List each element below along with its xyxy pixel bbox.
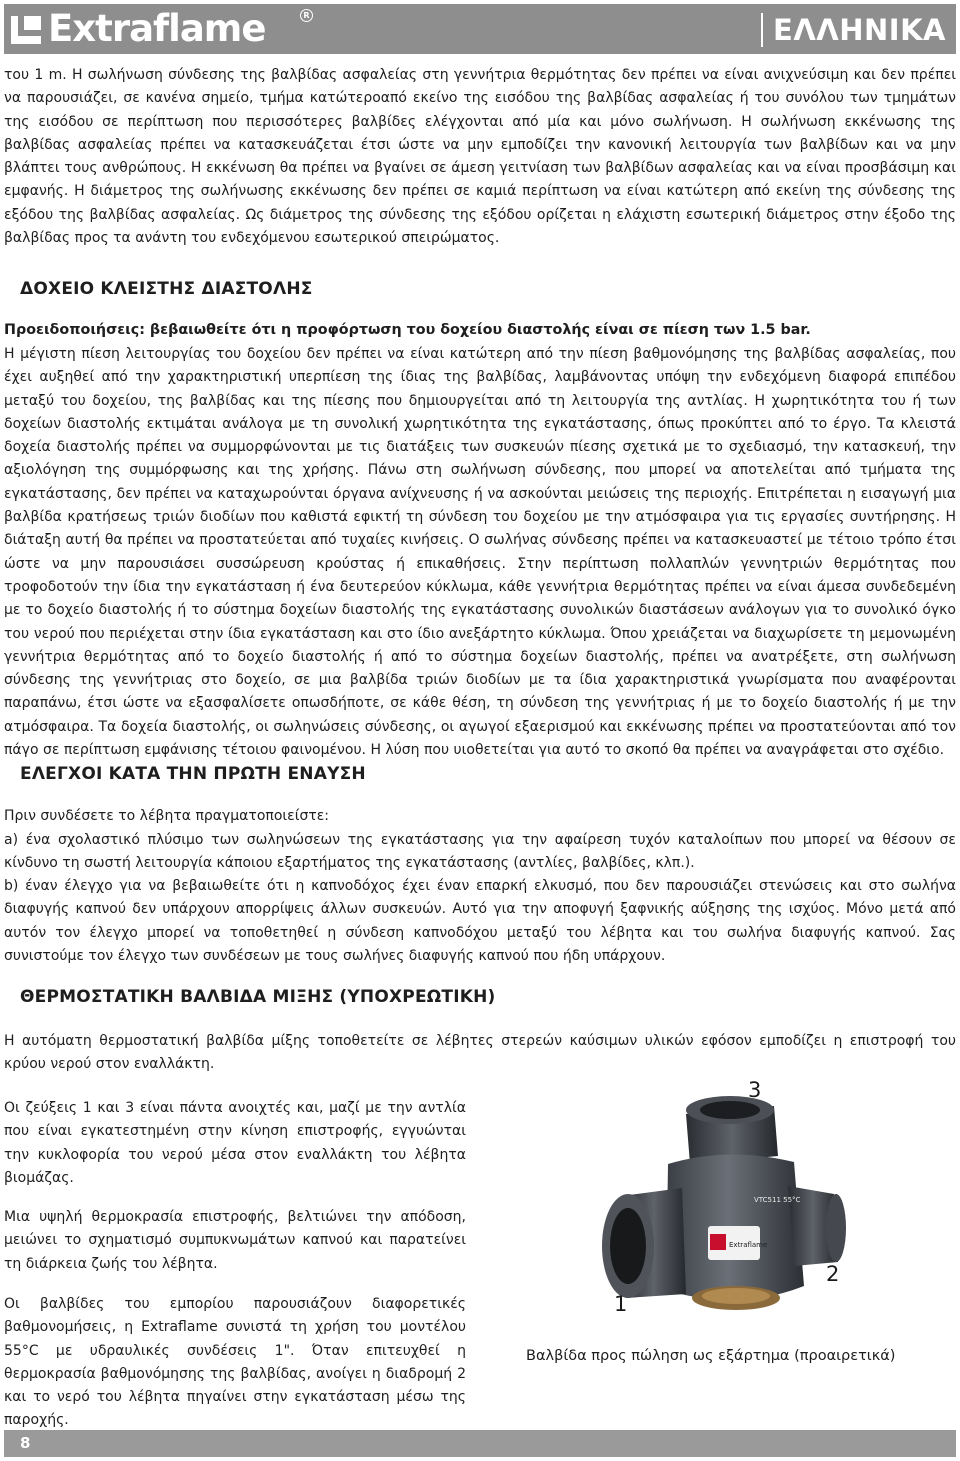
- page-footer: [4, 1430, 956, 1457]
- section-title-first-ignition: ΕΛΕΓΧΟΙ ΚΑΤΑ ΤΗΝ ΠΡΩΤΗ ΕΝΑΥΣΗ: [20, 764, 366, 784]
- mixing-valve-para-1: Οι ζεύξεις 1 και 3 είναι πάντα ανοιχτές και, μαζί με την αντλία που είναι εγκατεστημένη στην κίνηση επιστροφής, εγγυώνται την κυκλοφορία του νερού μέσα στον εναλλάκτη του λέβητα βιομάζας.: [4, 1100, 466, 1186]
- first-ignition-item-a: a) ένα σχολαστικό πλύσιμο των σωληνώσεων της εγκατάστασης για την αφαίρεση τυχόν καταλοίπων που μπορεί να θέσουν σε κίνδυνο τη σωστή λειτουργία κάποιου εξαρτήματος της εγκατάστασης (αντλίες, βαλβίδες, κλπ.).: [4, 832, 956, 872]
- mixing-valve-intro: Η αυτόματη θερμοστατική βαλβίδα μίξης τοποθετείτε σε λέβητες στερεών καύσιμων υλικών εφόσον εμποδίζει η επιστροφή του κρύου νερού στον εναλλάκτη.: [4, 1033, 956, 1073]
- section-title-expansion-tank: ΔΟΧΕΙΟ ΚΛΕΙΣΤΗΣ ΔΙΑΣΤΟΛΗΣ: [20, 279, 313, 299]
- figure-label-1: 1: [614, 1292, 628, 1316]
- first-ignition-item-b: b) έναν έλεγχο για να βεβαιωθείτε ότι η καπνοδόχος έχει έναν επαρκή ελκυσμό, που δεν παρουσιάζει στενώσεις και στο σωλήνα διαφυγής καπνού δεν υπάρχουν απορρίψεις άλλων συσκευών. Αυτό για την αποφυγή ξαφνικής αύξησης της ισχύος. Μόνο μετά από αυτόν τον έλεγχο μπορεί να τοποθετηθεί η σύνδεση καπνοδόχου μεταξύ του λέβητα και του σωλήνα διαφυγής καπνού. Σας συνιστούμε τον έλεγχο των συνδέσεων με τους σωλήνες διαφυγής καπνού που ήδη υπάρχουν.: [4, 878, 956, 964]
- figure-label-3: 3: [748, 1078, 762, 1102]
- language-divider: [761, 13, 763, 47]
- page-number: 8: [20, 1434, 31, 1452]
- svg-text:VTC511 55°C: VTC511 55°C: [754, 1196, 801, 1204]
- language-label: [761, 10, 946, 50]
- svg-text:Extraflame: Extraflame: [729, 1241, 768, 1249]
- mixing-valve-image: [598, 1076, 850, 1338]
- logo-text: Extraflame: [48, 7, 266, 50]
- figure-caption: Βαλβίδα προς πώληση ως εξάρτημα (προαιρετικά): [526, 1348, 896, 1364]
- figure-label-2: 2: [826, 1262, 840, 1286]
- extraflame-logo: [10, 6, 265, 52]
- intro-paragraph: του 1 m. Η σωλήνωση σύνδεσης της βαλβίδας ασφαλείας στη γεννήτρια θερμότητας δεν πρέπει να είναι ανιχνεύσιμη και δεν πρέπει να παρουσιάζει, σε κανένα σημείο, τμήμα κατώτεροαπό εκείνο της εισόδου της βαλβίδας ασφαλείας ή του συνόλου των τμημάτων της εισόδου σε περίπτωση που περισσότερες βαλβίδες ελέγχονται από μία και μόνο σωλήνωση. Η σωλήνωση εκκένωσης της βαλβίδας ασφαλείας πρέπει να κατασκευάζεται έτσι ώστε να μην εμποδίζει την κανονική λειτουργία των βαλβίδων και να μην βλάπτει τους ανθρώπους. Η εκκένωση θα πρέπει να βγαίνει σε άμεση γειτνίαση των βαλβίδων ασφαλείας και να είναι προσβάσιμη και εμφανής. Η διάμετρος της σωλήνωσης εκκένωσης δεν πρέπει σε καμιά περίπτωση να είναι κατώτερη από εκείνη της σύνδεσης της εξόδου της βαλβίδας ασφαλείας. Ως διάμετρος της σύνδεσης της εξόδου ορίζεται η ελάχιστη εσωτερική διάμετρος στην έξοδο της βαλβίδας προς τα ανάντη του ενδεχόμενου εσωτερικού σπειρώματος.: [4, 67, 956, 247]
- registered-mark: R: [300, 9, 313, 22]
- section-title-mixing-valve: ΘΕΡΜΟΣΤΑΤΙΚΗ ΒΑΛΒΙΔΑ ΜΙΞΗΣ (ΥΠΟΧΡΕΩΤΙΚΗ): [20, 987, 496, 1007]
- expansion-tank-paragraph: Η μέγιστη πίεση λειτουργίας του δοχείου δεν πρέπει να είναι κατώτερη από την πίεση βαθμονόμησης της βαλβίδας ασφαλείας, που έχει αυξηθεί από την χαρακτηριστική υπερπίεση της ίδιας της βαλβίδας, λαμβάνοντας υπόψη την ενδεχόμενη διαφορά επιπέδου μεταξύ του δοχείου, της βαλβίδας και της πίεσης που δημιουργείται από τη λειτουργία της αντλίας. Η χωρητικότητα του ή των δοχείων διαστολής εκτιμάται ανάλογα με τη συνολική χωρητικότητα της εγκατάστασης, όπως προκύπτει από το έργο. Τα κλειστά δοχεία διαστολής πρέπει να συμμορφώνονται με τις διατάξεις των συσκευών πίεσης σχετικά με το σχεδιασμό, την κατασκευή, την αξιολόγηση της συμμόρφωσης και της χρήσης. Πάνω στη σωλήνωση σύνδεσης, που μπορεί να αποτελείται από τμήματα της εγκατάστασης, δεν πρέπει να καταχωρούνται όργανα ανίχνευσης ή να ασκούνται μειώσεις της περιοχής. Επιτρέπεται η εισαγωγή μια βαλβίδα κρατήσεως τριών διοδίων που καθιστά εφικτή τη σύνδεση του δοχείου με την ατμόσφαιρα για τις εργασίες συντήρησης. Η διάταξη αυτή θα πρέπει να προστατεύεται από τυχαίες κινήσεις. Ο σωλήνας σύνδεσης πρέπει να κατασκευαστεί με τέτοιο τρόπο έτσι ώστε να μην παρουσιάσει συσσώρευση κρούστας ή επικαθήσεις. Στην περίπτωση πολλαπλών γεννητριών θερμότητας που τροφοδοτούν την ίδια την εγκατάσταση ή ένα δευτερεύον κύκλωμα, κάθε γεννήτρια θερμότητας πρέπει να είναι άμεσα συνδεδεμένη με το δοχείο διαστολής ή το σύστημα δοχείων διαστολής της εγκατάστασης συνολικών διαστάσεων ανάλογων για το συνολικό όγκο του νερού που περιέχεται στην ίδια εγκατάσταση και στο ίδιο ανεξάρτητο κύκλωμα. Όπου χρειάζεται να διαχωρίσετε τη μεμονωμένη γεννήτρια θερμότητας από το δοχείο διαστολής ή από το σύστημα δοχείων διαστολής, πρέπει να ανατρέξετε, στη σωλήνωση σύνδεσης της γεννήτριας στο δοχείο, σε μια βαλβίδα τριών διοδίων με τα ίδια χαρακτηριστικά γνωρίσματα που αναφέρονται παραπάνω, έτσι ώστε να εξασφαλίσετε οπωσδήποτε, σε κάθε θέση, τη σύνδεση της γεννήτριας ή με το δοχείο διαστολής ή με την ατμόσφαιρα. Τα δοχεία διαστολής, οι σωληνώσεις σύνδεσης, οι αγωγοί εξαερισμού και εκκένωσης πρέπει να προστατεύονται από τον πάγο σε περίπτωση εμφάνισης τέτοιου φαινομένου. Η λύση που υιοθετείται για αυτό το σκοπό θα πρέπει να αναγράφεται στο σχέδιο.: [4, 346, 956, 759]
- first-ignition-intro: Πριν συνδέσετε το λέβητα πραγματοποιείστε:: [4, 808, 330, 824]
- logo-mark-icon: [10, 12, 44, 46]
- valve-illustration: [598, 1076, 850, 1338]
- mixing-valve-para-2: Μια υψηλή θερμοκρασία επιστροφής, βελτιώνει την απόδοση, μειώνει το σχηματισμό συμπυκνωμάτων καπνού και παρατείνει τη διάρκεια ζωής του λέβητα.: [4, 1209, 466, 1272]
- expansion-tank-warning: Προειδοποιήσεις: βεβαιωθείτε ότι η προφόρτωση του δοχείου διαστολής είναι σε πίεση των 1.5 bar.: [4, 322, 811, 338]
- language-text: ΕΛΛΗΝΙΚΑ: [773, 13, 946, 47]
- mixing-valve-para-3: Οι βαλβίδες του εμπορίου παρουσιάζουν διαφορετικές βαθμονομήσεις, η Extraflame συνιστά τη χρήση του μοντέλου 55°C με υδραυλικές συνδέσεις 1". Όταν επιτευχθεί η θερμοκρασία βαθμονόμησης της βαλβίδας, ανοίγει η διαδρομή 2 και το νερό του λέβητα πηγαίνει στην εγκατάσταση μέσω της παροχής.: [4, 1296, 466, 1429]
- page-header: [4, 4, 956, 54]
